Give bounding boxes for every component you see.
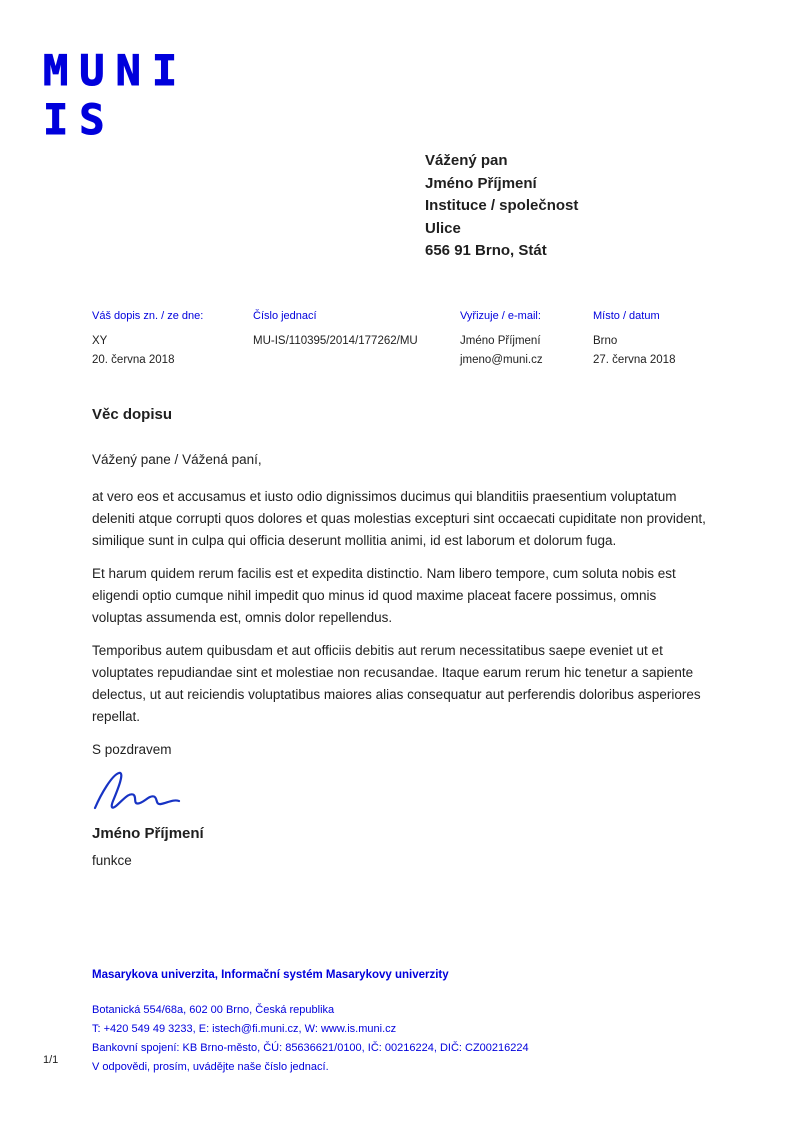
- meta-label-reference-number: Číslo jednací: [253, 310, 317, 322]
- meta-value-handler-name: Jméno Příjmení: [460, 335, 541, 347]
- meta-your-reference: [92, 310, 203, 370]
- recipient-line-street: Ulice: [425, 219, 461, 237]
- signer-name: Jméno Příjmení: [92, 825, 204, 842]
- muni-logo: [43, 46, 188, 144]
- meta-reference-number: [253, 310, 418, 370]
- body-paragraph-1: at vero eos et accusamus et iusto odio dignissimos ducimus qui blanditiis praesentium voluptatum deleniti atque corrupti quos dolores et quas molestias excepturi sint occaecati cupiditate non provident, similique sunt in culpa qui officia deserunt mollitia animi, id est laborum et dolorum fuga.: [92, 489, 706, 548]
- footer-contacts: T: +420 549 49 3233, E: istech@fi.muni.cz, W: www.is.muni.cz: [92, 1023, 397, 1035]
- letter-body: [92, 449, 706, 872]
- signature-scribble-icon: [90, 768, 182, 814]
- subject-line: Věc dopisu: [92, 406, 173, 423]
- footer-reply-note: V odpovědi, prosím, uvádějte naše číslo jednací.: [92, 1061, 329, 1073]
- footer-address: Botanická 554/68a, 602 00 Brno, Česká republika: [92, 1004, 335, 1016]
- closing-line: S pozdravem: [92, 742, 172, 757]
- recipient-line-institution: Instituce / společnost: [425, 197, 579, 214]
- meta-handled-by: [460, 310, 543, 370]
- body-paragraph-2: Et harum quidem rerum facilis est et expedita distinctio. Nam libero tempore, cum soluta nobis est eligendi optio cumque nihil impedit quo minus id quod maxime placeat facere possimus, omnis voluptas assumenda est, omnis dolor repellendus.: [92, 566, 676, 625]
- footer-organization: Masarykova univerzita, Informační systém Masarykovy univerzity: [92, 969, 449, 981]
- footer-contact-block: [92, 1001, 529, 1077]
- signer-role: funkce: [92, 853, 132, 868]
- recipient-line-salutation: Vážený pan: [425, 152, 508, 169]
- letter-meta-row: [92, 310, 732, 380]
- salutation: Vážený pane / Vážená paní,: [92, 452, 262, 467]
- page-number: 1/1: [43, 1054, 59, 1066]
- meta-label-handled-by: Vyřizuje / e-mail:: [460, 310, 541, 322]
- meta-value-date: 27. června 2018: [593, 354, 676, 366]
- recipient-line-city: 656 91 Brno, Stát: [425, 242, 547, 259]
- meta-value-your-reference: XY: [92, 335, 108, 347]
- recipient-address: [425, 150, 578, 263]
- meta-value-your-date: 20. června 2018: [92, 354, 175, 366]
- muni-logo-is: IS: [43, 95, 116, 144]
- meta-label-place-date: Místo / datum: [593, 310, 660, 322]
- meta-value-reference-number-2: [253, 351, 418, 370]
- body-paragraph-3: Temporibus autem quibusdam et aut officiis debitis aut rerum necessitatibus saepe eveniet ut et voluptates repudiandae sint et molestiae non recusandae. Itaque earum rerum hic tenetur a sapiente delectus, ut aut reiciendis voluptatibus maiores alias consequatur aut perferendis doloribus asperiores repellat.: [92, 643, 701, 724]
- recipient-line-name: Jméno Příjmení: [425, 174, 537, 192]
- footer-bank-details: Bankovní spojení: KB Brno-město, ČÚ: 85636621/0100, IČ: 00216224, DIČ: CZ00216224: [92, 1042, 529, 1054]
- meta-value-place: Brno: [593, 335, 618, 347]
- meta-value-handler-email: jmeno@muni.cz: [460, 354, 543, 366]
- meta-value-reference-number: MU-IS/110395/2014/177262/MU: [253, 335, 418, 347]
- meta-place-date: [593, 310, 675, 370]
- muni-logo-wordmark: MUNI: [43, 46, 189, 95]
- meta-label-your-reference: Váš dopis zn. / ze dne:: [92, 310, 204, 322]
- handwritten-signature: [90, 768, 706, 821]
